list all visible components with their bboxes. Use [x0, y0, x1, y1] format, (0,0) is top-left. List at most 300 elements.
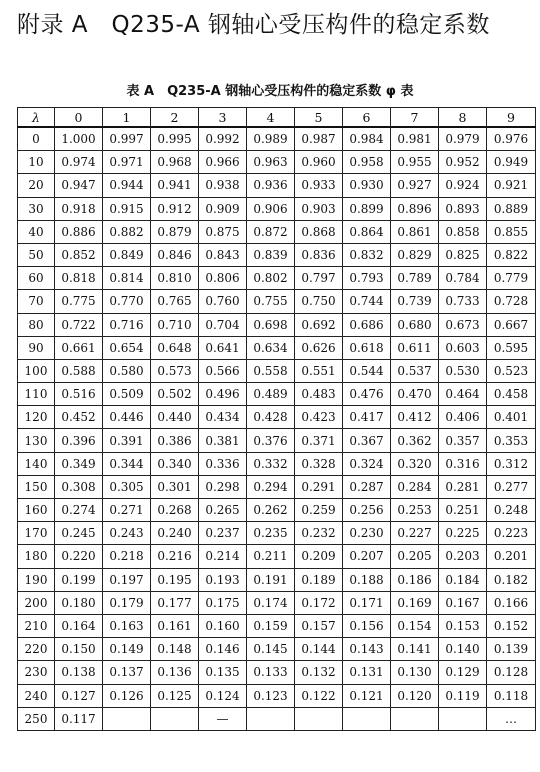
lambda-cell: 130	[18, 429, 55, 452]
coefficient-cell: 0.509	[103, 383, 151, 406]
coefficient-cell: 0.446	[103, 406, 151, 429]
coefficient-cell: 0.240	[151, 522, 199, 545]
header-col-1: 1	[103, 108, 151, 128]
coefficient-cell: 0.205	[391, 545, 439, 568]
coefficient-cell: 0.680	[391, 313, 439, 336]
coefficient-cell: 0.611	[391, 336, 439, 359]
coefficient-cell: 0.704	[199, 313, 247, 336]
coefficient-cell: 0.188	[343, 568, 391, 591]
coefficient-cell: 0.832	[343, 243, 391, 266]
coefficient-cell: 0.301	[151, 475, 199, 498]
coefficient-cell: 0.933	[295, 174, 343, 197]
coefficient-cell: 0.829	[391, 243, 439, 266]
coefficient-cell: 0.648	[151, 336, 199, 359]
lambda-cell: 180	[18, 545, 55, 568]
coefficient-cell: 0.992	[199, 127, 247, 151]
coefficient-cell: 0.328	[295, 452, 343, 475]
coefficient-cell: 0.984	[343, 127, 391, 151]
coefficient-cell: 0.159	[247, 614, 295, 637]
coefficient-cell: 0.523	[487, 359, 536, 382]
coefficient-cell: 0.755	[247, 290, 295, 313]
coefficient-cell: 0.810	[151, 267, 199, 290]
coefficient-cell: 0.150	[55, 638, 103, 661]
lambda-cell: 160	[18, 499, 55, 522]
coefficient-cell: 0.483	[295, 383, 343, 406]
coefficient-cell	[103, 707, 151, 730]
coefficient-cell: 0.243	[103, 522, 151, 545]
coefficient-cell: 0.153	[439, 614, 487, 637]
coefficient-cell: 0.406	[439, 406, 487, 429]
coefficient-cell: 0.145	[247, 638, 295, 661]
coefficient-cell: 0.251	[439, 499, 487, 522]
header-col-9: 9	[487, 108, 536, 128]
coefficient-cell: 0.861	[391, 220, 439, 243]
coefficient-cell: 0.143	[343, 638, 391, 661]
coefficient-cell: 0.566	[199, 359, 247, 382]
coefficient-cell: 0.470	[391, 383, 439, 406]
table-row	[18, 452, 536, 475]
coefficient-cell: 0.775	[55, 290, 103, 313]
coefficient-cell: 0.128	[487, 661, 536, 684]
coefficient-cell: 0.966	[199, 151, 247, 174]
coefficient-cell: 0.281	[439, 475, 487, 498]
coefficient-cell: 0.899	[343, 197, 391, 220]
coefficient-cell: 0.836	[295, 243, 343, 266]
coefficient-cell: 0.216	[151, 545, 199, 568]
coefficient-cell: 0.184	[439, 568, 487, 591]
coefficient-cell: 0.291	[295, 475, 343, 498]
coefficient-cell: 0.502	[151, 383, 199, 406]
table-row	[18, 684, 536, 707]
coefficient-cell: 0.955	[391, 151, 439, 174]
coefficient-cell: 0.941	[151, 174, 199, 197]
coefficient-cell: 0.381	[199, 429, 247, 452]
coefficient-cell: 0.573	[151, 359, 199, 382]
lambda-cell: 140	[18, 452, 55, 475]
coefficient-cell: 0.245	[55, 522, 103, 545]
coefficient-cell	[247, 707, 295, 730]
appendix-title: 附录 A Q235-A 钢轴心受压构件的稳定系数	[17, 12, 490, 38]
coefficient-cell: 0.698	[247, 313, 295, 336]
coefficient-cell: 0.843	[199, 243, 247, 266]
coefficient-cell: 0.797	[295, 267, 343, 290]
coefficient-cell: 0.595	[487, 336, 536, 359]
lambda-cell: 230	[18, 661, 55, 684]
coefficient-cell: 0.626	[295, 336, 343, 359]
coefficient-cell: 0.148	[151, 638, 199, 661]
coefficient-cell: 0.958	[343, 151, 391, 174]
coefficient-cell: 0.412	[391, 406, 439, 429]
table-row	[18, 499, 536, 522]
lambda-cell: 240	[18, 684, 55, 707]
lambda-cell: 10	[18, 151, 55, 174]
lambda-cell: 200	[18, 591, 55, 614]
coefficient-cell: 0.661	[55, 336, 103, 359]
coefficient-cell: 0.537	[391, 359, 439, 382]
coefficient-cell: 0.218	[103, 545, 151, 568]
coefficient-cell: 0.156	[343, 614, 391, 637]
coefficient-cell: 0.320	[391, 452, 439, 475]
table-body	[18, 127, 536, 730]
coefficient-cell: 0.960	[295, 151, 343, 174]
coefficient-cell: 0.197	[103, 568, 151, 591]
coefficient-cell: 0.132	[295, 661, 343, 684]
table-row	[18, 568, 536, 591]
coefficient-cell: 0.864	[343, 220, 391, 243]
coefficient-cell: 0.417	[343, 406, 391, 429]
coefficient-cell: 0.391	[103, 429, 151, 452]
coefficient-cell: 0.167	[439, 591, 487, 614]
coefficient-cell: 0.163	[103, 614, 151, 637]
coefficient-cell: 0.287	[343, 475, 391, 498]
coefficient-cell: 0.357	[439, 429, 487, 452]
table-row	[18, 475, 536, 498]
coefficient-cell: 0.203	[439, 545, 487, 568]
coefficient-cell: 0.551	[295, 359, 343, 382]
coefficient-cell: 0.154	[391, 614, 439, 637]
coefficient-cell: 0.868	[295, 220, 343, 243]
coefficient-cell: 0.997	[103, 127, 151, 151]
coefficient-cell: 0.141	[391, 638, 439, 661]
coefficient-cell: 0.452	[55, 406, 103, 429]
coefficient-cell: 0.125	[151, 684, 199, 707]
coefficient-cell: 0.376	[247, 429, 295, 452]
lambda-cell: 20	[18, 174, 55, 197]
coefficient-cell: 0.987	[295, 127, 343, 151]
coefficient-cell	[151, 707, 199, 730]
coefficient-cell: 0.268	[151, 499, 199, 522]
coefficient-cell: 0.135	[199, 661, 247, 684]
coefficient-cell: 0.284	[391, 475, 439, 498]
coefficient-cell: 0.179	[103, 591, 151, 614]
coefficient-cell: 0.889	[487, 197, 536, 220]
coefficient-cell: 0.779	[487, 267, 536, 290]
coefficient-cell: 0.765	[151, 290, 199, 313]
table-row	[18, 151, 536, 174]
header-lambda: λ	[18, 108, 55, 128]
coefficient-cell: 0.201	[487, 545, 536, 568]
coefficient-cell: 0.223	[487, 522, 536, 545]
coefficient-cell: 0.710	[151, 313, 199, 336]
coefficient-cell: 0.131	[343, 661, 391, 684]
table-header-row	[18, 108, 536, 128]
coefficient-cell: 0.149	[103, 638, 151, 661]
table-row	[18, 127, 536, 151]
table-row	[18, 313, 536, 336]
coefficient-cell: 0.220	[55, 545, 103, 568]
coefficient-cell: 0.839	[247, 243, 295, 266]
lambda-cell: 150	[18, 475, 55, 498]
coefficient-cell: 0.858	[439, 220, 487, 243]
coefficient-cell: 0.855	[487, 220, 536, 243]
coefficient-cell: 0.123	[247, 684, 295, 707]
coefficient-cell: 0.232	[295, 522, 343, 545]
coefficient-cell: 0.516	[55, 383, 103, 406]
coefficient-cell: 0.235	[247, 522, 295, 545]
coefficient-cell: 0.214	[199, 545, 247, 568]
coefficient-cell: 0.818	[55, 267, 103, 290]
header-col-2: 2	[151, 108, 199, 128]
coefficient-cell: 0.947	[55, 174, 103, 197]
lambda-cell: 190	[18, 568, 55, 591]
coefficient-cell: 0.927	[391, 174, 439, 197]
coefficient-cell: 0.692	[295, 313, 343, 336]
coefficient-cell: 0.458	[487, 383, 536, 406]
coefficient-cell: 0.367	[343, 429, 391, 452]
table-row	[18, 359, 536, 382]
coefficient-cell: 0.760	[199, 290, 247, 313]
lambda-cell: 90	[18, 336, 55, 359]
coefficient-cell: 0.166	[487, 591, 536, 614]
coefficient-cell: 0.686	[343, 313, 391, 336]
table-row	[18, 591, 536, 614]
coefficient-cell: 0.944	[103, 174, 151, 197]
coefficient-cell: 0.209	[295, 545, 343, 568]
coefficient-cell: 0.434	[199, 406, 247, 429]
table-row	[18, 383, 536, 406]
coefficient-cell: 0.544	[343, 359, 391, 382]
coefficient-cell: 0.298	[199, 475, 247, 498]
coefficient-cell: 0.259	[295, 499, 343, 522]
coefficient-cell: 0.124	[199, 684, 247, 707]
coefficient-cell: —	[199, 707, 247, 730]
coefficient-cell: 0.673	[439, 313, 487, 336]
coefficient-cell: 0.274	[55, 499, 103, 522]
coefficient-cell: 0.316	[439, 452, 487, 475]
table-row	[18, 174, 536, 197]
coefficient-cell: 0.924	[439, 174, 487, 197]
coefficient-cell: 0.175	[199, 591, 247, 614]
coefficient-cell: 0.728	[487, 290, 536, 313]
coefficient-cell: 0.979	[439, 127, 487, 151]
coefficient-cell: 0.989	[247, 127, 295, 151]
table-row	[18, 406, 536, 429]
lambda-cell: 40	[18, 220, 55, 243]
coefficient-cell: 0.634	[247, 336, 295, 359]
coefficient-cell: 0.127	[55, 684, 103, 707]
coefficient-cell: 0.872	[247, 220, 295, 243]
table-row	[18, 661, 536, 684]
coefficient-cell: 1.000	[55, 127, 103, 151]
coefficient-cell: 0.906	[247, 197, 295, 220]
coefficient-cell: 0.172	[295, 591, 343, 614]
table-row	[18, 197, 536, 220]
coefficient-cell: 0.949	[487, 151, 536, 174]
header-col-3: 3	[199, 108, 247, 128]
coefficient-cell: 0.882	[103, 220, 151, 243]
coefficient-cell: 0.654	[103, 336, 151, 359]
coefficient-cell: 0.171	[343, 591, 391, 614]
coefficient-cell: 0.308	[55, 475, 103, 498]
coefficient-cell: 0.903	[295, 197, 343, 220]
table-caption: 表 A Q235-A 钢轴心受压构件的稳定系数 φ 表	[126, 84, 414, 99]
coefficient-cell: 0.722	[55, 313, 103, 336]
coefficient-cell: 0.822	[487, 243, 536, 266]
coefficient-cell: 0.896	[391, 197, 439, 220]
coefficient-cell: 0.120	[391, 684, 439, 707]
coefficient-cell: 0.580	[103, 359, 151, 382]
coefficient-cell: 0.152	[487, 614, 536, 637]
coefficient-cell: 0.126	[103, 684, 151, 707]
coefficient-cell: 0.530	[439, 359, 487, 382]
table-row	[18, 522, 536, 545]
coefficient-cell: …	[487, 707, 536, 730]
coefficient-cell: 0.789	[391, 267, 439, 290]
coefficient-cell: 0.936	[247, 174, 295, 197]
stability-coefficient-table	[17, 107, 536, 731]
coefficient-cell: 0.157	[295, 614, 343, 637]
coefficient-cell: 0.423	[295, 406, 343, 429]
coefficient-cell: 0.140	[439, 638, 487, 661]
table-row	[18, 336, 536, 359]
coefficient-cell: 0.893	[439, 197, 487, 220]
coefficient-cell: 0.496	[199, 383, 247, 406]
coefficient-cell: 0.489	[247, 383, 295, 406]
coefficient-cell: 0.558	[247, 359, 295, 382]
header-col-6: 6	[343, 108, 391, 128]
coefficient-cell: 0.277	[487, 475, 536, 498]
coefficient-cell: 0.912	[151, 197, 199, 220]
coefficient-cell: 0.371	[295, 429, 343, 452]
coefficient-cell: 0.440	[151, 406, 199, 429]
coefficient-cell: 0.750	[295, 290, 343, 313]
coefficient-cell: 0.739	[391, 290, 439, 313]
coefficient-cell: 0.802	[247, 267, 295, 290]
coefficient-cell: 0.814	[103, 267, 151, 290]
coefficient-cell: 0.305	[103, 475, 151, 498]
coefficient-cell: 0.225	[439, 522, 487, 545]
coefficient-cell: 0.191	[247, 568, 295, 591]
lambda-cell: 110	[18, 383, 55, 406]
coefficient-cell: 0.401	[487, 406, 536, 429]
coefficient-cell: 0.784	[439, 267, 487, 290]
coefficient-cell: 0.211	[247, 545, 295, 568]
coefficient-cell: 0.133	[247, 661, 295, 684]
coefficient-cell: 0.849	[103, 243, 151, 266]
coefficient-cell: 0.130	[391, 661, 439, 684]
coefficient-cell: 0.195	[151, 568, 199, 591]
coefficient-cell: 0.744	[343, 290, 391, 313]
table-row	[18, 429, 536, 452]
coefficient-cell: 0.118	[487, 684, 536, 707]
coefficient-cell: 0.161	[151, 614, 199, 637]
lambda-cell: 250	[18, 707, 55, 730]
coefficient-cell: 0.207	[343, 545, 391, 568]
coefficient-cell: 0.915	[103, 197, 151, 220]
coefficient-cell: 0.349	[55, 452, 103, 475]
coefficient-cell: 0.312	[487, 452, 536, 475]
coefficient-cell: 0.464	[439, 383, 487, 406]
coefficient-cell: 0.921	[487, 174, 536, 197]
coefficient-cell: 0.344	[103, 452, 151, 475]
coefficient-cell: 0.825	[439, 243, 487, 266]
coefficient-cell: 0.237	[199, 522, 247, 545]
coefficient-cell: 0.256	[343, 499, 391, 522]
coefficient-cell: 0.294	[247, 475, 295, 498]
coefficient-cell: 0.974	[55, 151, 103, 174]
header-col-0: 0	[55, 108, 103, 128]
table-row	[18, 290, 536, 313]
coefficient-cell: 0.938	[199, 174, 247, 197]
coefficient-cell: 0.193	[199, 568, 247, 591]
coefficient-cell: 0.265	[199, 499, 247, 522]
lambda-cell: 100	[18, 359, 55, 382]
coefficient-cell	[295, 707, 343, 730]
table-row	[18, 545, 536, 568]
table-row	[18, 220, 536, 243]
coefficient-cell	[391, 707, 439, 730]
coefficient-cell: 0.136	[151, 661, 199, 684]
coefficient-cell: 0.386	[151, 429, 199, 452]
lambda-cell: 220	[18, 638, 55, 661]
coefficient-cell: 0.879	[151, 220, 199, 243]
header-col-7: 7	[391, 108, 439, 128]
coefficient-cell: 0.137	[103, 661, 151, 684]
coefficient-cell: 0.909	[199, 197, 247, 220]
coefficient-cell: 0.952	[439, 151, 487, 174]
coefficient-cell: 0.918	[55, 197, 103, 220]
coefficient-cell: 0.846	[151, 243, 199, 266]
coefficient-cell: 0.271	[103, 499, 151, 522]
coefficient-cell: 0.396	[55, 429, 103, 452]
header-col-5: 5	[295, 108, 343, 128]
coefficient-cell: 0.199	[55, 568, 103, 591]
coefficient-cell: 0.428	[247, 406, 295, 429]
coefficient-cell: 0.324	[343, 452, 391, 475]
coefficient-cell: 0.180	[55, 591, 103, 614]
table-row	[18, 707, 536, 730]
coefficient-cell: 0.146	[199, 638, 247, 661]
coefficient-cell	[343, 707, 391, 730]
coefficient-cell: 0.129	[439, 661, 487, 684]
table-row	[18, 614, 536, 637]
coefficient-cell: 0.138	[55, 661, 103, 684]
coefficient-cell: 0.227	[391, 522, 439, 545]
coefficient-cell: 0.793	[343, 267, 391, 290]
coefficient-cell: 0.981	[391, 127, 439, 151]
coefficient-cell: 0.353	[487, 429, 536, 452]
coefficient-cell: 0.476	[343, 383, 391, 406]
coefficient-cell: 0.770	[103, 290, 151, 313]
coefficient-cell: 0.139	[487, 638, 536, 661]
coefficient-cell: 0.169	[391, 591, 439, 614]
coefficient-cell: 0.930	[343, 174, 391, 197]
coefficient-cell: 0.995	[151, 127, 199, 151]
coefficient-cell: 0.336	[199, 452, 247, 475]
coefficient-cell: 0.641	[199, 336, 247, 359]
coefficient-cell: 0.976	[487, 127, 536, 151]
lambda-cell: 210	[18, 614, 55, 637]
coefficient-cell: 0.262	[247, 499, 295, 522]
lambda-cell: 60	[18, 267, 55, 290]
coefficient-cell: 0.119	[439, 684, 487, 707]
coefficient-cell: 0.121	[343, 684, 391, 707]
lambda-cell: 0	[18, 127, 55, 151]
coefficient-cell: 0.182	[487, 568, 536, 591]
coefficient-cell: 0.177	[151, 591, 199, 614]
coefficient-cell: 0.362	[391, 429, 439, 452]
coefficient-cell: 0.886	[55, 220, 103, 243]
coefficient-cell: 0.117	[55, 707, 103, 730]
coefficient-cell: 0.806	[199, 267, 247, 290]
lambda-cell: 120	[18, 406, 55, 429]
coefficient-cell: 0.253	[391, 499, 439, 522]
lambda-cell: 170	[18, 522, 55, 545]
coefficient-cell	[439, 707, 487, 730]
table-row	[18, 243, 536, 266]
coefficient-cell: 0.588	[55, 359, 103, 382]
coefficient-cell: 0.852	[55, 243, 103, 266]
